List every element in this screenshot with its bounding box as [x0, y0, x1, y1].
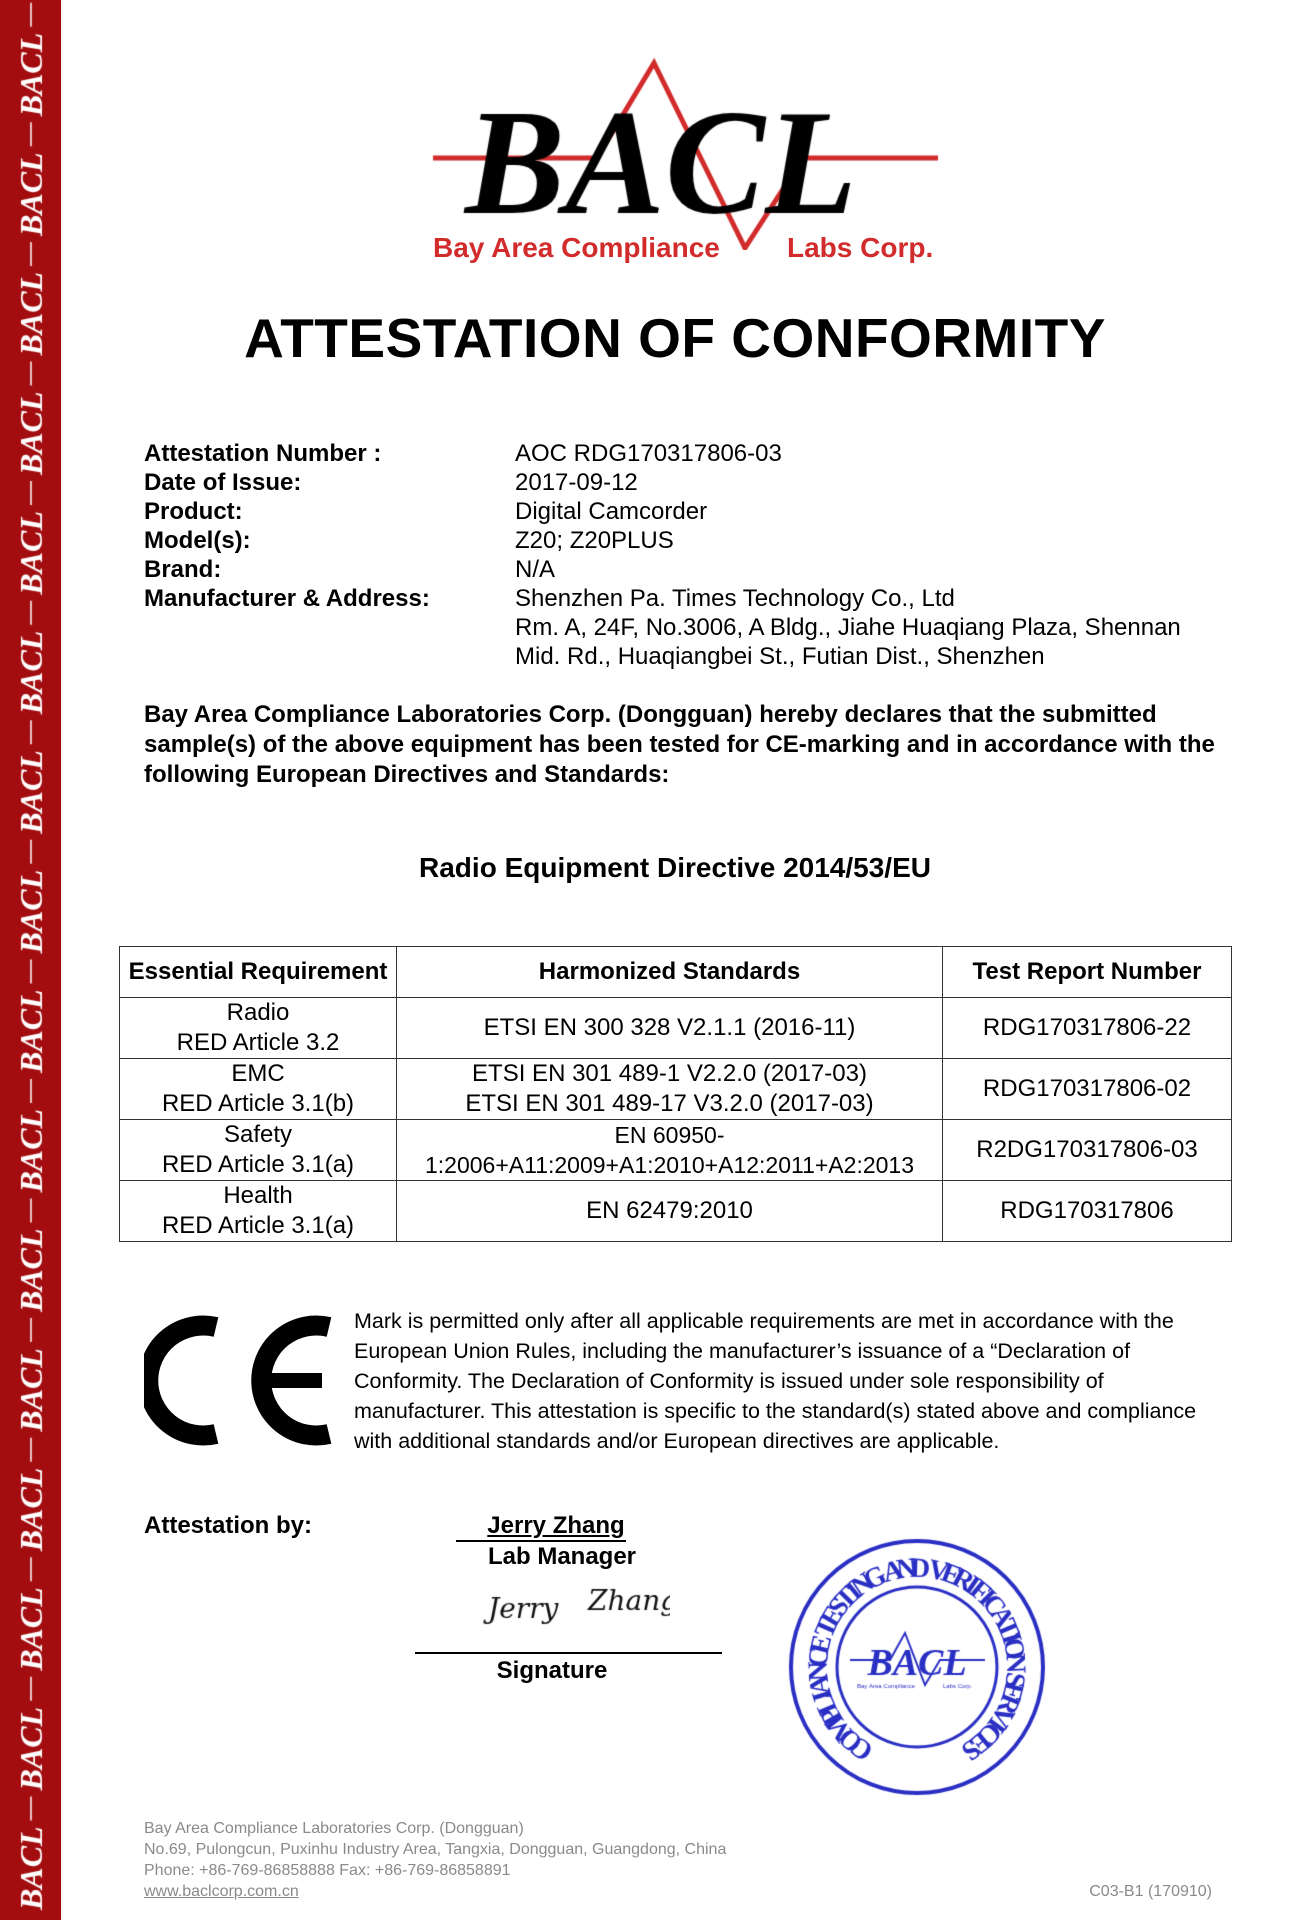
bacl-seal-stamp	[785, 1535, 1049, 1799]
report-cell: RDG170317806-02	[943, 1059, 1232, 1120]
column-header: Test Report Number	[943, 947, 1232, 998]
report-cell: RDG170317806	[943, 1181, 1232, 1242]
footer-website-link[interactable]: www.baclcorp.com.cn	[144, 1883, 299, 1900]
field-label: Manufacturer & Address:	[144, 585, 430, 612]
footer-address: No.69, Pulongcun, Puxinhu Industry Area, Tangxia, Dongguan, Guangdong, China	[144, 1841, 727, 1858]
sidebar-watermark-strip	[0, 0, 61, 1920]
logo-tagline-left: Bay Area Compliance	[433, 232, 720, 263]
requirement-article: RED Article 3.1(a)	[161, 1212, 355, 1239]
requirement-name: Radio	[226, 999, 290, 1026]
standard-line: ETSI EN 301 489-17 V3.2.0 (2017-03)	[465, 1090, 874, 1117]
directive-heading: Radio Equipment Directive 2014/53/EU	[419, 852, 931, 883]
report-cell: RDG170317806-22	[943, 998, 1232, 1059]
field-label: Attestation Number :	[144, 440, 382, 467]
field-value-manufacturer: Shenzhen Pa. Times Technology Co., Ltd	[515, 585, 955, 612]
standards-table	[119, 946, 1232, 1242]
bacl-logo	[420, 50, 950, 250]
ce-mark-statement: Mark is permitted only after all applicable requirements are met in accordance with the European Union Rules, including the manufacturer’s issuance of a “Declaration of Conformity. The Declaration of Conformity is issued under sole responsibility of manufacturer. This attestation is specific to the standard(s) stated above and compliance with additional standards and/or European directives are applicable.	[354, 1309, 1197, 1453]
column-header: Essential Requirement	[120, 947, 397, 998]
requirement-article: RED Article 3.1(a)	[161, 1151, 355, 1178]
standard-cell	[397, 998, 943, 1059]
standard-line: 1:2006+A11:2009+A1:2010+A12:2011+A2:2013	[425, 1152, 914, 1178]
field-label: Product:	[144, 498, 243, 525]
standard-line: EN 60950-	[614, 1122, 725, 1148]
field-label: Model(s):	[144, 527, 251, 554]
document-code: C03-B1 (170910)	[1089, 1883, 1212, 1900]
column-header: Harmonized Standards	[397, 947, 943, 998]
table-row	[120, 1120, 1232, 1181]
requirement-article: RED Article 3.1(b)	[161, 1090, 355, 1117]
name-underline	[456, 1540, 626, 1542]
requirement-name: EMC	[231, 1060, 285, 1087]
requirement-name: Safety	[223, 1121, 293, 1148]
signature-line	[415, 1652, 722, 1654]
table-row	[120, 1181, 1232, 1242]
attester-name: Jerry Zhang	[487, 1512, 625, 1539]
standard-line: ETSI EN 301 489-1 V2.2.0 (2017-03)	[472, 1060, 867, 1087]
standard-line: EN 62479:2010	[586, 1197, 753, 1224]
footer-phone-fax: Phone: +86-769-86858888 Fax: +86-769-86858891	[144, 1862, 511, 1879]
standard-cell	[397, 1120, 943, 1181]
ce-mark-icon	[144, 1313, 334, 1448]
requirement-cell	[120, 998, 397, 1059]
standard-cell	[397, 1059, 943, 1120]
field-value-brand: N/A	[515, 556, 556, 583]
field-label: Date of Issue:	[144, 469, 302, 496]
handwritten-signature	[480, 1578, 670, 1638]
field-label: Brand:	[144, 556, 222, 583]
attester-role: Lab Manager	[487, 1543, 637, 1570]
table-row	[120, 1059, 1232, 1120]
field-value-address-2: Mid. Rd., Huaqiangbei St., Futian Dist., Shenzhen	[515, 643, 1045, 670]
attestation-label: Attestation by:	[144, 1512, 312, 1539]
report-cell: R2DG170317806-03	[943, 1120, 1232, 1181]
logo-tagline-right: Labs Corp.	[787, 232, 934, 263]
signature-label: Signature	[496, 1657, 608, 1684]
page-title: ATTESTATION OF CONFORMITY	[244, 307, 1106, 369]
standard-cell	[397, 1181, 943, 1242]
table-header-row	[120, 947, 1232, 998]
table-row	[120, 998, 1232, 1059]
footer-company: Bay Area Compliance Laboratories Corp. (Dongguan)	[144, 1820, 524, 1837]
field-value-models: Z20; Z20PLUS	[515, 527, 674, 554]
requirement-article: RED Article 3.2	[176, 1029, 340, 1056]
requirement-cell	[120, 1059, 397, 1120]
declaration-paragraph: Bay Area Compliance Laboratories Corp. (Dongguan) hereby declares that the submitted sample(s) of the above equipment has been tested for CE-marking and in accordance with the following European Directives and Standards:	[144, 701, 1215, 788]
requirement-name: Health	[223, 1182, 293, 1209]
field-value-date: 2017-09-12	[515, 469, 638, 496]
requirement-cell	[120, 1181, 397, 1242]
field-value-address-1: Rm. A, 24F, No.3006, A Bldg., Jiahe Huaqiang Plaza, Shennan	[515, 614, 1181, 641]
requirement-cell	[120, 1120, 397, 1181]
field-value-attestation-number: AOC RDG170317806-03	[515, 440, 782, 467]
field-value-product: Digital Camcorder	[515, 498, 708, 525]
standard-line: ETSI EN 300 328 V2.1.1 (2016-11)	[483, 1014, 856, 1041]
